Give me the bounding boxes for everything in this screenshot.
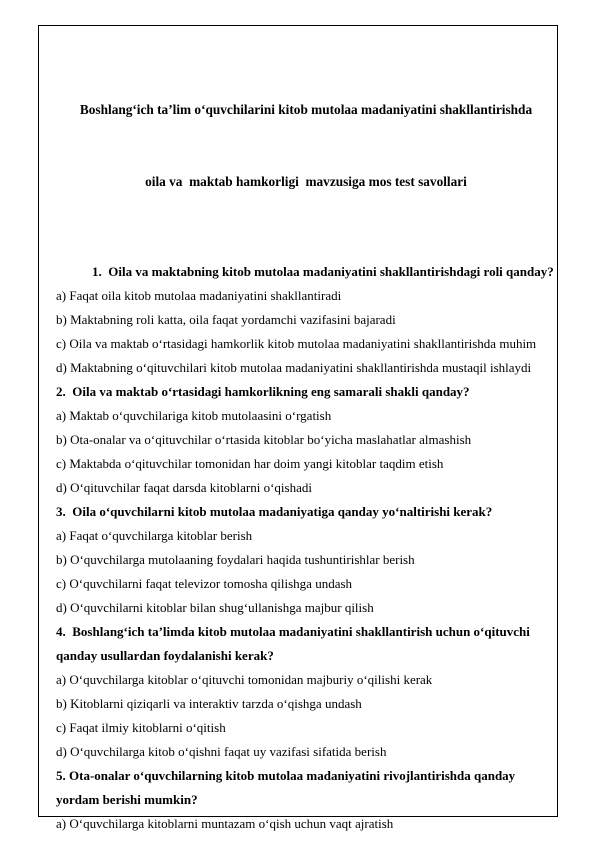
answer-option: d) O‘qituvchilar faqat darsda kitoblarni o‘qishadi [56, 480, 312, 495]
answer-option: c) O‘quvchilarni faqat televizor tomosha qilishga undash [56, 576, 353, 591]
answer-option: a) O‘quvchilarga kitoblarni muntazam o‘qish uchun vaqt ajratish [56, 816, 394, 831]
question-text: 4. Boshlang‘ich ta’limda kitob mutolaa madaniyatini shakllantirish uchun o‘qituvchi qanday usullardan foydalanishi kerak? [56, 624, 534, 663]
document-body [56, 50, 556, 836]
answer-option: c) Faqat ilmiy kitoblarni o‘qitish [56, 720, 226, 735]
answer-option: b) Kitoblarni qiziqarli va interaktiv tarzda o‘qishga undash [56, 696, 362, 711]
question-text: 5. Ota-onalar o‘quvchilarning kitob mutolaa madaniyatini rivojlantirishda qanday yordam berishi mumkin? [56, 768, 519, 807]
question-block-5 [56, 764, 556, 836]
title-line-2: oila va maktab hamkorligi mavzusiga mos test savollari [145, 174, 467, 189]
question-block-4 [56, 620, 556, 764]
answer-option: a) Faqat oila kitob mutolaa madaniyatini shakllantiradi [56, 288, 342, 303]
answer-option: b) Maktabning roli katta, oila faqat yordamchi vazifasini bajaradi [56, 312, 396, 327]
answer-option: a) Maktab o‘quvchilariga kitob mutolaasini o‘rgatish [56, 408, 332, 423]
question-text: 2. Oila va maktab o‘rtasidagi hamkorlikning eng samarali shakli qanday? [56, 384, 470, 399]
document-title [56, 50, 556, 242]
question-text: 3. Oila o‘quvchilarni kitob mutolaa madaniyatiga qanday yo‘naltirishi kerak? [56, 504, 493, 519]
title-line-1: Boshlang‘ich ta’lim o‘quvchilarini kitob mutolaa madaniyatini shakllantirishda [79, 102, 533, 117]
question-block-2 [56, 380, 556, 500]
answer-option: b) O‘quvchilarga mutolaaning foydalari haqida tushuntirishlar berish [56, 552, 415, 567]
question-block-1 [56, 260, 556, 380]
answer-option: c) Oila va maktab o‘rtasidagi hamkorlik kitob mutolaa madaniyatini shakllantirishda muhim [56, 336, 537, 351]
question-text: 1. Oila va maktabning kitob mutolaa madaniyatini shakllantirishdagi roli qanday? [92, 264, 554, 279]
answer-option: d) Maktabning o‘qituvchilari kitob mutolaa madaniyatini shakllantirishda mustaqil ishlaydi [56, 360, 532, 375]
answer-option: c) Maktabda o‘qituvchilar tomonidan har doim yangi kitoblar taqdim etish [56, 456, 444, 471]
answer-option: d) O‘quvchilarga kitob o‘qishni faqat uy vazifasi sifatida berish [56, 744, 387, 759]
answer-option: a) Faqat o‘quvchilarga kitoblar berish [56, 528, 253, 543]
question-block-3 [56, 500, 556, 620]
answer-option: a) O‘quvchilarga kitoblar o‘qituvchi tomonidan majburiy o‘qilishi kerak [56, 672, 433, 687]
answer-option: b) Ota-onalar va o‘qituvchilar o‘rtasida kitoblar bo‘yicha maslahatlar almashish [56, 432, 472, 447]
answer-option: d) O‘quvchilarni kitoblar bilan shug‘ullanishga majbur qilish [56, 600, 374, 615]
